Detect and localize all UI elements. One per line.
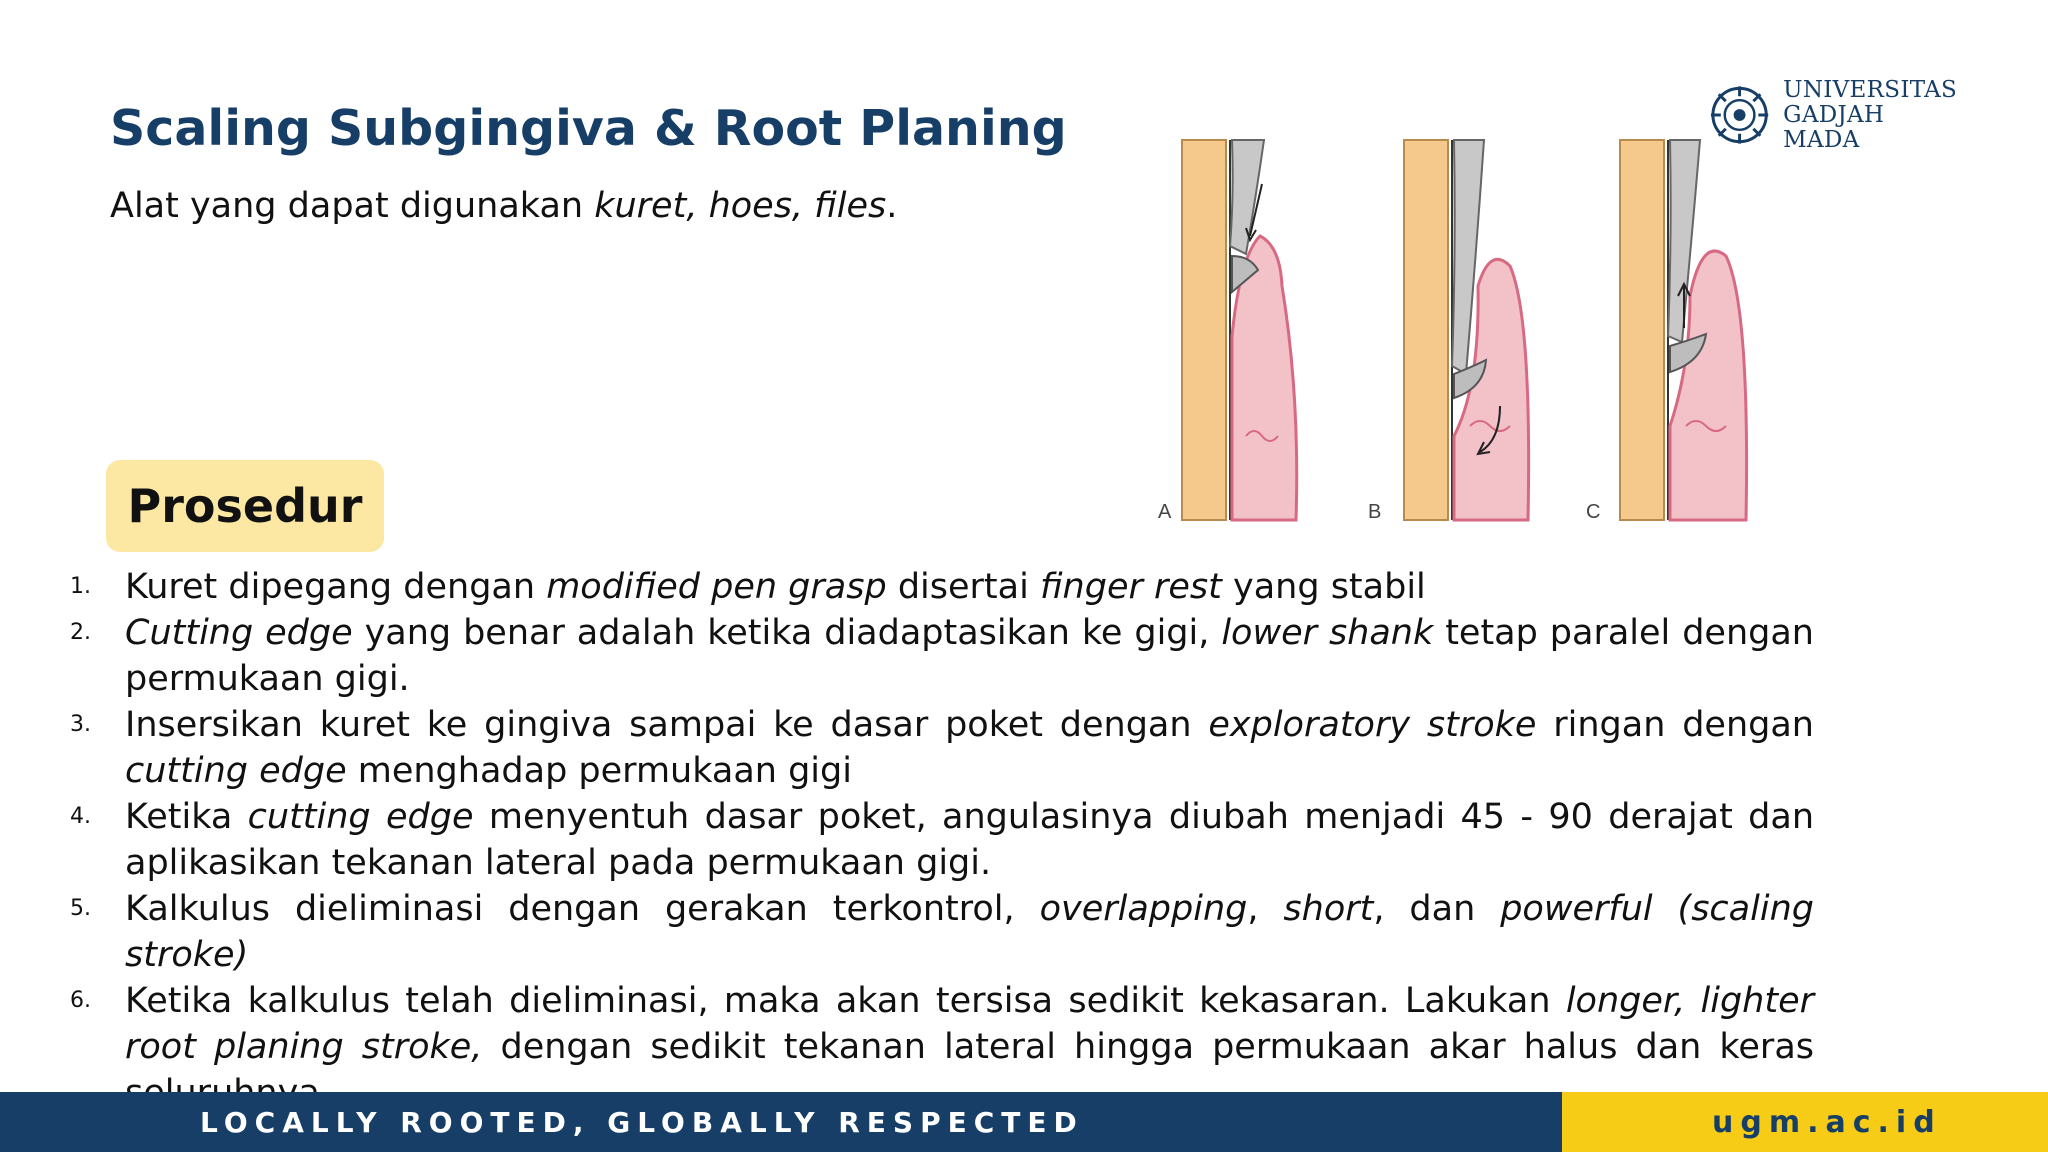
step-text-italic: finger rest bbox=[1039, 567, 1222, 607]
step-text-italic: short bbox=[1283, 889, 1374, 929]
step-number: 6. bbox=[70, 988, 91, 1013]
step-text: menyentuh dasar poket, angulasinya diubah menjadi 45 - 90 derajat dan aplikasikan tekanan lateral pada permukaan gigi. bbox=[125, 797, 1814, 883]
procedure-step bbox=[70, 886, 1814, 978]
university-name-line1: UNIVERSITAS bbox=[1783, 76, 1958, 103]
step-text: menghadap permukaan gigi bbox=[346, 751, 852, 791]
figure-label-b: B bbox=[1368, 501, 1382, 523]
subtitle-instruments: kuret, hoes, files bbox=[594, 186, 887, 226]
step-text: Kuret dipegang dengan bbox=[125, 567, 547, 607]
step-text: dengan sedikit tekanan lateral hingga permukaan akar halus dan keras bbox=[500, 1027, 1815, 1067]
step-text: ringan dengan bbox=[1536, 705, 1814, 745]
procedure-step bbox=[70, 794, 1814, 886]
step-number: 4. bbox=[70, 804, 91, 829]
figure-panel-a bbox=[1158, 140, 1297, 523]
step-number: 3. bbox=[70, 712, 91, 737]
footer-tagline-bar bbox=[0, 1092, 1562, 1152]
step-text: Kalkulus dieliminasi dengan gerakan terkontrol, bbox=[125, 889, 1040, 929]
curette-procedure-figure bbox=[1150, 136, 1800, 526]
slide-title: Scaling Subgingiva & Root Planing bbox=[110, 100, 1067, 157]
step-text-italic: lower shank bbox=[1221, 613, 1434, 653]
footer-url-bar bbox=[1562, 1092, 2048, 1152]
step-text: tetap paralel dengan permukaan gigi. bbox=[125, 613, 1814, 699]
step-text-italic: Cutting edge bbox=[125, 613, 353, 653]
step-text-italic: exploratory stroke bbox=[1208, 705, 1537, 745]
subtitle-text: Alat yang dapat digunakan bbox=[110, 186, 595, 226]
step-text-italic: cutting edge bbox=[125, 751, 347, 791]
procedure-step bbox=[70, 610, 1814, 702]
step-number: 1. bbox=[70, 574, 91, 599]
footer-tagline: LOCALLY ROOTED, GLOBALLY RESPECTED bbox=[200, 1105, 1084, 1139]
step-text: Ketika bbox=[125, 797, 248, 837]
step-text: , dan bbox=[1373, 889, 1501, 929]
step-text: yang benar adalah ketika diadaptasikan ke gigi, bbox=[352, 613, 1222, 653]
figure-label-c: C bbox=[1586, 501, 1601, 523]
step-text-italic: longer, lighter root planing stroke, bbox=[125, 981, 1814, 1067]
step-text: disertai bbox=[886, 567, 1040, 607]
procedure-step bbox=[70, 564, 1814, 610]
step-text: yang stabil bbox=[1221, 567, 1426, 607]
figure-panel-c bbox=[1586, 140, 1747, 523]
step-text-italic: cutting edge bbox=[247, 797, 474, 837]
figure-label-a: A bbox=[1158, 501, 1172, 523]
footer-url[interactable]: ugm.ac.id bbox=[1712, 1104, 1942, 1140]
university-name bbox=[1783, 78, 1966, 153]
step-number: 2. bbox=[70, 620, 91, 645]
slide-subtitle bbox=[110, 186, 897, 226]
step-text: , bbox=[1247, 889, 1284, 929]
step-number: 5. bbox=[70, 896, 91, 921]
step-text-italic: powerful (scaling stroke) bbox=[125, 889, 1814, 975]
step-text-italic: modified pen grasp bbox=[546, 567, 887, 607]
procedure-step bbox=[70, 702, 1814, 794]
step-text-italic: overlapping bbox=[1039, 889, 1248, 929]
subtitle-period: . bbox=[886, 186, 898, 226]
university-name-line2: GADJAH MADA bbox=[1783, 101, 1885, 153]
figure-panel-b bbox=[1368, 140, 1529, 523]
step-text: Ketika kalkulus telah dieliminasi, maka akan tersisa sedikit kekasaran. Lakukan bbox=[125, 981, 1566, 1021]
step-text: Insersikan kuret ke gingiva sampai ke dasar poket dengan bbox=[125, 705, 1209, 745]
procedure-steps-list bbox=[70, 564, 1814, 1116]
prosedur-badge: Prosedur bbox=[106, 460, 384, 552]
